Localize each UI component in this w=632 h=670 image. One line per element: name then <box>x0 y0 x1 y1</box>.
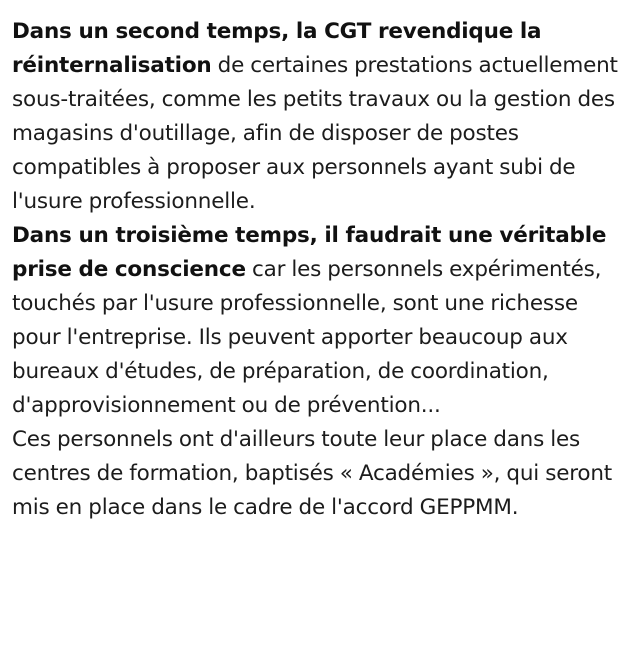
article-text <box>12 15 624 525</box>
paragraph-body: car les personnels expérimentés, touchés par l'usure professionnelle, sont une richesse pour l'entreprise. Ils peuvent apporter beaucoup aux bureaux d'études, de préparation, de coordination, d'approvisionnement ou de prévention... <box>12 257 602 418</box>
paragraph-second-step <box>12 15 624 219</box>
paragraph-academies <box>12 423 624 525</box>
paragraph-lead: Dans un second temps, la CGT revendique la réinternalisation <box>12 19 542 78</box>
paragraph-lead: Dans un troisième temps, il faudrait une véritable prise de conscience <box>12 223 607 282</box>
paragraph-body: de certaines prestations actuellement sous-traitées, comme les petits travaux ou la gestion des magasins d'outillage, afin de disposer de postes compatibles à proposer aux personnels ayant subi de l'usure professionnelle. <box>12 53 618 214</box>
paragraph-body: Ces personnels ont d'ailleurs toute leur place dans les centres de formation, baptisés « Académies », qui seront mis en place dans le cadre de l'accord GEPPMM. <box>12 427 613 520</box>
paragraph-third-step <box>12 219 624 423</box>
